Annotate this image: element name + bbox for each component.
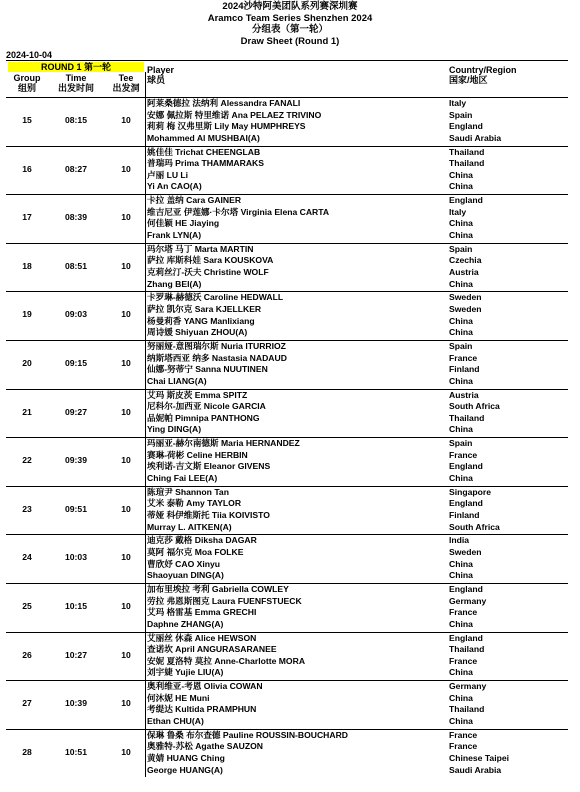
group-row: [6, 291, 568, 340]
group-number: 16: [22, 163, 32, 174]
player-name: 卡罗琳-赫德沃 Caroline HEDWALL: [147, 292, 284, 303]
player-list: [147, 730, 447, 776]
tee-time: 09:27: [65, 406, 87, 417]
player-country: China: [449, 667, 473, 678]
tee-hole: 10: [121, 115, 131, 125]
column-divider: [145, 244, 146, 292]
player-list: [147, 681, 447, 727]
tee-time: 09:03: [65, 309, 87, 320]
player-country: South Africa: [449, 401, 500, 412]
player-country: Spain: [449, 243, 473, 254]
player-name: Frank LYN(A): [147, 229, 202, 240]
player-country: China: [449, 558, 473, 569]
group-header: [6, 73, 48, 93]
player-country: India: [449, 535, 470, 546]
country-list: [449, 98, 567, 144]
group-row: [6, 632, 568, 681]
player-country: Germany: [449, 681, 487, 692]
player-country: Sweden: [449, 303, 482, 314]
player-name: 陈瑄尹 Shannon Tan: [147, 486, 229, 497]
column-divider: [145, 390, 146, 438]
player-name: 品妮帕 Pimnipa PANTHONG: [147, 412, 260, 423]
tee-time: 10:03: [65, 552, 87, 563]
player-name: 艾玛 格雷基 Emma GRECHI: [147, 607, 257, 618]
player-name: 维吉尼亚 伊莲娜·卡尔塔 Virginia Elena CARTA: [147, 206, 330, 217]
player-name: 考缇达 Kultida PRAMPHUN: [147, 704, 257, 715]
player-country: China: [449, 181, 473, 192]
player-country: Austria: [449, 389, 479, 400]
group-number: 23: [22, 503, 32, 514]
player-name: 萨拉 凯尔克 Sara KJELLKER: [147, 303, 262, 314]
player-name: 安娜 佩拉斯 特里维诺 Ana PELAEZ TRIVINO: [147, 109, 322, 120]
country-list: [449, 341, 567, 387]
player-country: Thailand: [449, 158, 485, 169]
tee-time: 08:39: [65, 212, 87, 223]
tee-hole: 10: [121, 698, 131, 709]
player-country: Thailand: [449, 146, 485, 157]
group-number: 17: [22, 212, 32, 223]
player-list: [147, 244, 447, 290]
group-row: [6, 97, 568, 146]
player-name: 卢丽 LU Li: [147, 169, 189, 180]
country-list: [449, 633, 567, 679]
player-country: China: [449, 229, 473, 240]
round-label: ROUND 1 第一轮: [8, 62, 144, 72]
player-country: Italy: [449, 98, 467, 108]
group-row: [6, 340, 568, 389]
group-number: 20: [22, 357, 32, 368]
subtitle-en: Draw Sheet (Round 1): [240, 35, 340, 47]
player-country: Austria: [449, 266, 479, 277]
tee-time: 10:15: [65, 600, 87, 611]
column-divider: [145, 681, 146, 729]
player-name: 莫阿 福尔克 Moa FOLKE: [147, 546, 244, 557]
player-country: Thailand: [449, 644, 485, 655]
player-country: Chinese Taipei: [449, 752, 510, 763]
country-list: [449, 730, 567, 776]
title-en: Aramco Team Series Shenzhen 2024: [207, 12, 373, 24]
player-country: China: [449, 472, 473, 483]
player-country: China: [449, 278, 473, 289]
tee-hole: 10: [121, 600, 131, 611]
tee-header: [106, 73, 146, 93]
player-country: China: [449, 715, 473, 726]
group-row: [6, 194, 568, 243]
player-name: 何佳颖 HE Jiaying: [147, 218, 220, 229]
player-country: Spain: [449, 438, 473, 449]
player-list: [147, 584, 447, 630]
player-country: China: [449, 570, 473, 581]
player-country: China: [449, 218, 473, 229]
player-country: England: [449, 632, 483, 643]
player-name: 何沐妮 HE Muni: [147, 692, 210, 703]
player-name: 玛尔塔 马丁 Marta MARTIN: [147, 243, 254, 254]
group-number: 19: [22, 309, 32, 320]
player-name: 劳拉 弗恩斯图克 Laura FUENFSTUECK: [147, 595, 302, 606]
player-name: 艾丽丝 休森 Alice HEWSON: [147, 632, 257, 643]
time-header-cn: 出发时间: [57, 83, 94, 93]
player-name: 奥雅特-苏松 Agathe SAUZON: [147, 741, 264, 752]
player-name: Mohammed Al MUSHBAI(A): [147, 132, 260, 143]
tee-hole: 10: [121, 503, 131, 514]
player-list: [147, 487, 447, 533]
tee-hole: 10: [121, 455, 131, 466]
player-name: 加布里埃拉 考利 Gabriella COWLEY: [147, 583, 289, 594]
player-name: 尼科尔-加西亚 Nicole GARCIA: [147, 401, 266, 412]
player-country: China: [449, 424, 473, 435]
country-list: [449, 438, 567, 484]
player-name: 黄婧 HUANG Ching: [147, 752, 225, 763]
player-name: George HUANG(A): [147, 764, 223, 775]
column-divider: [145, 147, 146, 195]
player-name: 萨拉 库斯科娃 Sara KOUSKOVA: [147, 255, 274, 266]
player-country: Thailand: [449, 412, 485, 423]
column-divider: [145, 98, 146, 146]
player-country: China: [449, 327, 473, 338]
player-name: Shaoyuan DING(A): [147, 570, 224, 581]
player-country: Thailand: [449, 704, 485, 715]
player-name: 周诗媛 Shiyuan ZHOU(A): [147, 327, 248, 338]
subtitle-cn: 分组表（第一轮）: [251, 24, 328, 35]
player-country: Germany: [449, 595, 487, 606]
player-country: England: [449, 498, 483, 509]
player-name: Ethan CHU(A): [147, 715, 204, 726]
player-name: 安妮 夏洛特 莫拉 Anne-Charlotte MORA: [147, 655, 306, 666]
player-country: China: [449, 169, 473, 180]
group-row: [6, 680, 568, 729]
tee-hole: 10: [121, 406, 131, 417]
group-row: [6, 583, 568, 632]
player-name: 查诺坎 April ANGURASARANEE: [147, 644, 277, 655]
player-name: 赛琳-荷彬 Celine HERBIN: [147, 449, 248, 460]
group-number: 28: [22, 746, 32, 757]
player-list: [147, 390, 447, 436]
player-country: England: [449, 583, 483, 594]
country-list: [449, 487, 567, 533]
player-name: 保琳 鲁桑 布尔查德 Pauline ROUSSIN-BOUCHARD: [147, 729, 349, 740]
player-country: Singapore: [449, 486, 492, 497]
player-list: [147, 147, 447, 193]
tee-time: 10:27: [65, 649, 87, 660]
player-country: China: [449, 315, 473, 326]
player-country: England: [449, 461, 483, 472]
player-list: [147, 98, 447, 144]
player-country: Finland: [449, 509, 480, 520]
column-divider: [145, 438, 146, 486]
tee-header-cn: 出发洞: [112, 83, 140, 93]
country-list: [449, 681, 567, 727]
player-name: 埃利诺-吉文斯 Eleanor GIVENS: [147, 461, 271, 472]
player-name: 蒂娅 科伊维斯托 Tiia KOIVISTO: [147, 509, 270, 520]
tee-time: 10:51: [65, 746, 87, 757]
player-country: Italy: [449, 206, 467, 217]
player-country: England: [449, 195, 483, 206]
column-divider: [145, 584, 146, 632]
player-name: 莉莉 梅 汉弗里斯 Lily May HUMPHREYS: [147, 121, 306, 132]
column-divider: [145, 487, 146, 535]
column-divider: [145, 72, 146, 97]
group-header-cn: 组别: [17, 83, 36, 93]
player-list: [147, 633, 447, 679]
player-country: France: [449, 729, 478, 740]
player-country: China: [449, 375, 473, 386]
player-country: Saudi Arabia: [449, 132, 502, 143]
country-list: [449, 390, 567, 436]
group-row: [6, 486, 568, 535]
column-divider: [145, 633, 146, 681]
player-country: South Africa: [449, 521, 500, 532]
player-header-en: Player: [147, 65, 175, 75]
player-header: [147, 65, 174, 85]
group-number: 15: [22, 115, 32, 125]
tee-hole: 10: [121, 649, 131, 660]
tee-time: 09:51: [65, 503, 87, 514]
country-list: [449, 535, 567, 581]
player-country: France: [449, 655, 478, 666]
player-name: Daphne ZHANG(A): [147, 618, 224, 629]
country-list: [449, 584, 567, 630]
column-divider: [145, 730, 146, 778]
player-header-cn: 球员: [147, 75, 166, 85]
document-header: [0, 0, 580, 47]
player-name: 卡拉 盖纳 Cara GAINER: [147, 195, 242, 206]
group-number: 21: [22, 406, 32, 417]
tee-hole: 10: [121, 309, 131, 320]
player-country: Spain: [449, 109, 473, 120]
tee-hole: 10: [121, 746, 131, 757]
player-name: 迪克莎 戴格 Diksha DAGAR: [147, 535, 257, 546]
group-number: 27: [22, 698, 32, 709]
player-list: [147, 341, 447, 387]
player-country: France: [449, 607, 478, 618]
player-name: Zhang BEI(A): [147, 278, 202, 289]
player-country: Finland: [449, 364, 480, 375]
draw-table: [6, 97, 568, 777]
player-list: [147, 438, 447, 484]
country-list: [449, 147, 567, 193]
player-name: Ching Fai LEE(A): [147, 472, 218, 483]
column-divider: [145, 292, 146, 340]
player-name: 艾玛 斯皮茨 Emma SPITZ: [147, 389, 248, 400]
player-name: 艾米 泰勒 Amy TAYLOR: [147, 498, 242, 509]
time-header: [50, 73, 102, 93]
player-country: Spain: [449, 340, 473, 351]
country-list: [449, 292, 567, 338]
player-name: 刘宇婕 Yujie LIU(A): [147, 667, 224, 678]
group-number: 18: [22, 260, 32, 271]
player-country: China: [449, 692, 473, 703]
column-divider: [145, 535, 146, 583]
column-header: [6, 61, 568, 97]
tee-time: 09:39: [65, 455, 87, 466]
time-header-en: Time: [65, 73, 87, 83]
group-row: [6, 146, 568, 195]
player-country: China: [449, 618, 473, 629]
player-name: 仙娜-努蒂宁 Sanna NUUTINEN: [147, 364, 268, 375]
group-row: [6, 534, 568, 583]
player-list: [147, 195, 447, 241]
player-name: 普瑞玛 Prima THAMMARAKS: [147, 158, 264, 169]
player-name: 阿莱桑德拉 法纳利 Alessandra FANALI: [147, 98, 301, 108]
group-row: [6, 243, 568, 292]
country-list: [449, 244, 567, 290]
tee-header-en: Tee: [118, 73, 134, 83]
player-country: Sweden: [449, 546, 482, 557]
tee-hole: 10: [121, 357, 131, 368]
country-header-en: Country/Region: [449, 65, 517, 75]
tee-hole: 10: [121, 163, 131, 174]
player-country: France: [449, 741, 478, 752]
player-list: [147, 292, 447, 338]
player-country: England: [449, 121, 483, 132]
player-name: Murray L. AITKEN(A): [147, 521, 232, 532]
player-name: Ying DING(A): [147, 424, 202, 435]
player-name: 努丽娅-意图瑞尔斯 Nuria ITURRIOZ: [147, 340, 286, 351]
tee-time: 08:27: [65, 163, 87, 174]
tee-hole: 10: [121, 260, 131, 271]
player-name: 奥利维亚-考恩 Olivia COWAN: [147, 681, 263, 692]
tee-time: 09:15: [65, 357, 87, 368]
player-country: Czechia: [449, 255, 482, 266]
group-row: [6, 729, 568, 778]
player-name: 玛丽亚-赫尔南德斯 Maria HERNANDEZ: [147, 438, 300, 449]
player-name: Yi An CAO(A): [147, 181, 202, 192]
tee-time: 10:39: [65, 698, 87, 709]
player-name: 姚佳佳 Trichat CHEENGLAB: [147, 146, 261, 157]
column-divider: [145, 195, 146, 243]
country-header-cn: 国家/地区: [449, 75, 488, 85]
group-number: 25: [22, 600, 32, 611]
title-cn: 2024沙特阿美团队系列赛深圳赛: [222, 1, 358, 12]
group-header-en: Group: [13, 73, 41, 83]
player-name: 曹欣妤 CAO Xinyu: [147, 558, 221, 569]
player-name: Chai LIANG(A): [147, 375, 207, 386]
tee-hole: 10: [121, 552, 131, 563]
column-divider: [145, 341, 146, 389]
group-row: [6, 437, 568, 486]
tee-time: 08:51: [65, 260, 87, 271]
tee-hole: 10: [121, 212, 131, 223]
player-country: France: [449, 449, 478, 460]
group-row: [6, 389, 568, 438]
player-country: France: [449, 352, 478, 363]
player-list: [147, 535, 447, 581]
group-number: 26: [22, 649, 32, 660]
group-number: 24: [22, 552, 32, 563]
country-list: [449, 195, 567, 241]
draw-date: 2024-10-04: [6, 50, 53, 60]
tee-time: 08:15: [65, 115, 87, 125]
player-country: Saudi Arabia: [449, 764, 502, 775]
player-name: 纳斯塔西亚 纳多 Nastasia NADAUD: [147, 352, 287, 363]
player-name: 克莉丝汀-沃夫 Christine WOLF: [147, 266, 269, 277]
player-country: Sweden: [449, 292, 482, 303]
country-header: [449, 65, 517, 85]
group-number: 22: [22, 455, 32, 466]
player-name: 杨曼莉香 YANG Manlixiang: [147, 315, 255, 326]
